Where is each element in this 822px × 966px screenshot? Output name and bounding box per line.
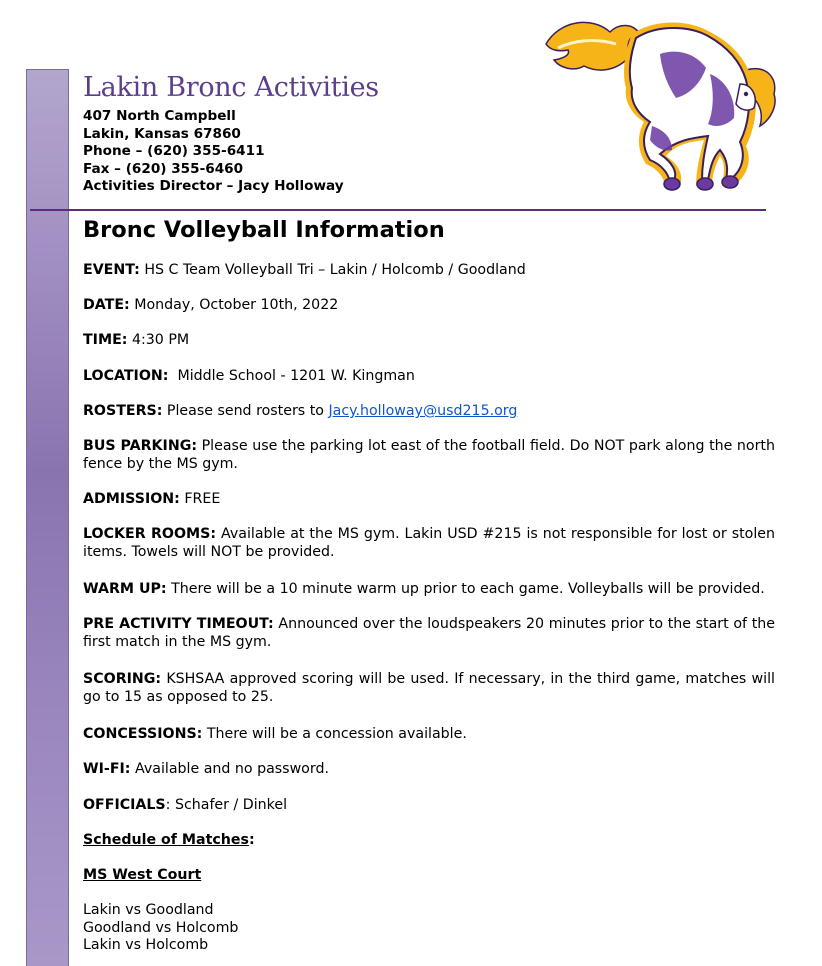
info-label: TIME: bbox=[83, 332, 128, 348]
info-label: PRE ACTIVITY TIMEOUT: bbox=[83, 616, 274, 632]
info-label: CONCESSIONS: bbox=[83, 726, 203, 742]
info-content bbox=[83, 214, 775, 954]
info-value: KSHSAA approved scoring will be used. If necessary, in the third game, matches will go to 15 as opposed to 25. bbox=[83, 671, 775, 705]
info-value: Available and no password. bbox=[130, 761, 329, 777]
info-label: ADMISSION: bbox=[83, 491, 180, 507]
info-item-scoring bbox=[83, 670, 775, 706]
city-state-line: Lakin, Kansas 67860 bbox=[83, 125, 241, 142]
info-label: WARM UP: bbox=[83, 581, 167, 597]
contact-block bbox=[83, 108, 344, 196]
info-label: DATE: bbox=[83, 297, 130, 313]
info-item-rosters bbox=[83, 402, 775, 420]
header-divider bbox=[30, 209, 766, 211]
info-item-date bbox=[83, 296, 775, 314]
info-item-concessions bbox=[83, 725, 775, 743]
info-item-location bbox=[83, 367, 775, 385]
match-item: Lakin vs Goodland bbox=[83, 902, 214, 918]
info-label: LOCATION: bbox=[83, 368, 169, 384]
info-item-officials bbox=[83, 796, 775, 814]
schedule-title-colon: : bbox=[248, 832, 255, 848]
info-label: EVENT: bbox=[83, 262, 140, 278]
info-label: ROSTERS: bbox=[83, 403, 163, 419]
page-title: Bronc Volleyball Information bbox=[83, 217, 445, 243]
match-item: Goodland vs Holcomb bbox=[83, 919, 239, 936]
info-item-bus-parking bbox=[83, 437, 775, 473]
info-label: WI-FI: bbox=[83, 761, 131, 777]
info-label: BUS PARKING: bbox=[83, 438, 198, 454]
director-line: Activities Director – Jacy Holloway bbox=[83, 178, 344, 195]
bronco-mascot-icon bbox=[540, 14, 780, 196]
info-value: There will be a 10 minute warm up prior to each game. Volleyballs will be provided. bbox=[166, 581, 765, 597]
info-value: Announced over the loudspeakers 20 minutes prior to the start of the first match in the MS gym. bbox=[83, 616, 775, 650]
schedule-title-text: Schedule of Matches bbox=[83, 832, 249, 848]
info-value: Available at the MS gym. Lakin USD #215 is not responsible for lost or stolen items. Towels will NOT be provided. bbox=[83, 526, 775, 560]
roster-email-link[interactable]: Jacy.holloway@usd215.org bbox=[328, 403, 518, 419]
info-value: 4:30 PM bbox=[127, 332, 190, 348]
address-line: 407 North Campbell bbox=[83, 108, 236, 124]
info-item-wifi bbox=[83, 760, 775, 778]
info-item-admission bbox=[83, 490, 775, 508]
info-value: : Schafer / Dinkel bbox=[165, 797, 288, 813]
info-label: SCORING: bbox=[83, 671, 162, 687]
info-value: Middle School - 1201 W. Kingman bbox=[168, 368, 415, 384]
phone-line: Phone – (620) 355-6411 bbox=[83, 143, 265, 160]
info-item-warm-up bbox=[83, 580, 775, 598]
info-item-locker-rooms bbox=[83, 525, 775, 561]
decorative-sidebar-bar bbox=[26, 69, 69, 966]
info-value: HS C Team Volleyball Tri – Lakin / Holcomb / Goodland bbox=[139, 262, 526, 278]
court-title: MS West Court bbox=[83, 867, 202, 883]
info-value: FREE bbox=[179, 491, 221, 507]
match-list bbox=[83, 902, 238, 955]
org-title: Lakin Bronc Activities bbox=[83, 72, 379, 103]
info-value: Monday, October 10th, 2022 bbox=[129, 297, 339, 313]
info-item-pre-activity-timeout bbox=[83, 615, 775, 651]
info-label: LOCKER ROOMS: bbox=[83, 526, 217, 542]
info-item-event bbox=[83, 261, 775, 279]
info-value: There will be a concession available. bbox=[202, 726, 467, 742]
schedule-title bbox=[83, 831, 255, 849]
info-value: Please use the parking lot east of the football field. Do NOT park along the north fence by the MS gym. bbox=[83, 438, 775, 472]
info-item-time bbox=[83, 331, 775, 349]
info-value: Please send rosters to bbox=[162, 403, 329, 419]
info-label: OFFICIALS bbox=[83, 797, 166, 813]
match-item: Lakin vs Holcomb bbox=[83, 937, 209, 954]
fax-line: Fax – (620) 355-6460 bbox=[83, 160, 244, 177]
